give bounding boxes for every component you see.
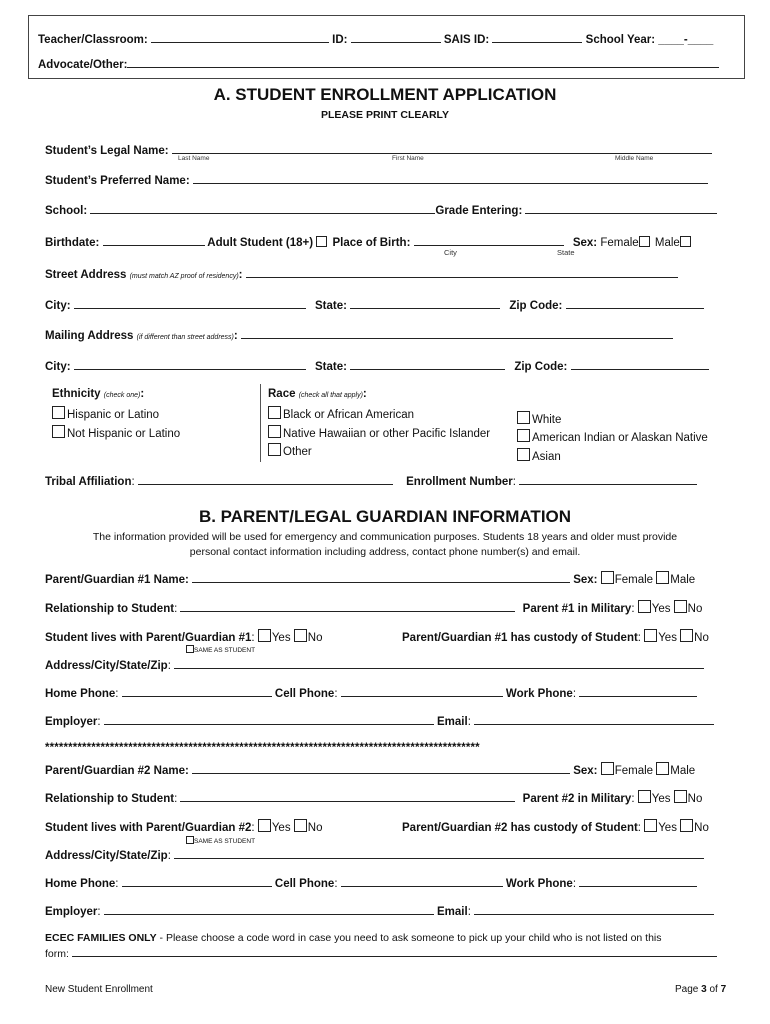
tribal-field[interactable] [138, 473, 393, 485]
p2-lives-yes-checkbox[interactable] [258, 819, 271, 832]
p2-relationship-field[interactable] [180, 790, 515, 802]
preferred-name-field[interactable] [193, 172, 708, 184]
teacher-label: Teacher/Classroom: [38, 34, 148, 46]
race-label: Race [268, 388, 296, 400]
other-checkbox[interactable] [268, 443, 281, 456]
other-label: Other [283, 446, 312, 458]
p1-custody-no-checkbox[interactable] [680, 629, 693, 642]
page-current: 3 [701, 984, 707, 995]
p1-work-phone-field[interactable] [579, 685, 697, 697]
legal-name-row [45, 142, 712, 157]
street-label: Street Address [45, 269, 127, 281]
sais-label: SAIS ID: [443, 34, 490, 46]
p1-lives-yes-label: Yes [271, 632, 291, 644]
city-row-2 [45, 358, 709, 373]
p1-employer-row: Employer: Email: [45, 713, 714, 728]
p2-military-yes-label: Yes [651, 793, 671, 805]
p2-name-field[interactable] [192, 762, 570, 774]
info-line-2: personal contact information including address, contact phone number(s) and email. [189, 546, 581, 558]
white-option[interactable] [517, 411, 561, 426]
section-b-title: B. PARENT/LEGAL GUARDIAN INFORMATION [198, 507, 572, 526]
print-clearly: PLEASE PRINT CLEARLY [321, 109, 449, 121]
p1-home-phone-field[interactable] [122, 685, 272, 697]
american-indian-option[interactable] [517, 429, 708, 444]
p2-relationship-label: Relationship to Student [45, 793, 175, 805]
p2-home-phone-label: Home Phone [45, 878, 116, 890]
p1-name-row [45, 571, 695, 586]
sais-field[interactable] [492, 31, 582, 43]
p2-military-no-checkbox[interactable] [674, 790, 687, 803]
p1-same-as-student [186, 645, 255, 654]
p2-custody-yes-label: Yes [658, 822, 677, 834]
birthdate-label: Birthdate: [45, 237, 100, 249]
info-line-1: The information provided will be used for emergency and communication purposes. Students 18 years and older must provide [92, 531, 678, 543]
p1-employer-label: Employer [45, 716, 98, 728]
p1-sex-label: Sex: [573, 574, 598, 586]
zip-label: Zip Code: [509, 300, 563, 312]
hispanic-option[interactable] [52, 406, 159, 421]
id-field[interactable] [351, 31, 441, 43]
p2-phones-row: Home Phone: Cell Phone: Work Phone: [45, 875, 697, 890]
p1-name-field[interactable] [192, 571, 570, 583]
street-field[interactable] [246, 266, 678, 278]
p1-custody-no-label: No [694, 632, 709, 644]
p2-work-phone-field[interactable] [579, 875, 697, 887]
city-field[interactable] [74, 297, 306, 309]
asian-option[interactable] [517, 448, 561, 463]
city-label-2: City: [45, 361, 71, 373]
state-hint: State [557, 248, 575, 257]
ecec-note [45, 932, 662, 944]
p1-custody-yes-checkbox[interactable] [644, 629, 657, 642]
mailing-label: Mailing Address [45, 330, 134, 342]
p1-relationship-field[interactable] [180, 600, 515, 612]
city-row-1 [45, 297, 704, 312]
p2-female-checkbox[interactable] [601, 762, 614, 775]
teacher-classroom-row [38, 31, 713, 46]
sex-label: Sex: [572, 237, 598, 249]
p1-employer-field[interactable] [104, 713, 434, 725]
first-name-hint: First Name [392, 155, 424, 162]
page-prefix: Page [675, 984, 702, 995]
p2-employer-row: Employer: Email: [45, 903, 714, 918]
advocate-field[interactable] [127, 56, 719, 68]
legal-name-label: Student’s Legal Name: [45, 145, 169, 157]
id-label: ID: [332, 34, 348, 46]
p2-custody-label: Parent/Guardian #2 has custody of Student [402, 822, 638, 834]
p2-same-as-student-label: SAME AS STUDENT [194, 838, 256, 845]
ecec-form-row [45, 947, 717, 960]
p1-relationship-row: Relationship to Student: Parent #1 in Military: Yes No [45, 600, 702, 615]
city-hint: City [444, 248, 457, 257]
state-label: State: [314, 300, 347, 312]
advocate-row [38, 56, 719, 71]
p1-military-no-label: No [687, 603, 703, 615]
p1-military-yes-label: Yes [651, 603, 671, 615]
p2-name-label: Parent/Guardian #2 Name: [45, 765, 189, 777]
school-label: School: [45, 205, 88, 217]
page-of: of [706, 984, 721, 995]
separator-stars: ********************************************************************************************** [45, 742, 480, 754]
ethnicity-race-divider [260, 384, 261, 462]
p2-employer-label: Employer [45, 906, 98, 918]
p1-home-phone-label: Home Phone [45, 688, 116, 700]
preferred-name-row [45, 172, 708, 187]
p1-same-as-student-checkbox[interactable] [186, 645, 194, 653]
p1-military-label: Parent #1 in Military [522, 603, 632, 615]
hawaiian-checkbox[interactable] [268, 425, 281, 438]
grade-field[interactable] [525, 202, 717, 214]
grade-label: Grade Entering: [435, 205, 523, 217]
p1-female-checkbox[interactable] [601, 571, 614, 584]
adult-student-label: Adult Student (18+) [207, 237, 314, 249]
p1-address-field[interactable] [174, 657, 704, 669]
page-total: 7 [720, 984, 727, 995]
ethnicity-note: (check one) [103, 392, 141, 399]
p2-employer-field[interactable] [104, 903, 434, 915]
p1-name-label: Parent/Guardian #1 Name: [45, 574, 189, 586]
school-row [45, 202, 717, 217]
enrollment-number-label: Enrollment Number [406, 476, 513, 488]
state-field[interactable] [350, 297, 500, 309]
p1-email-field[interactable] [474, 713, 714, 725]
p1-custody-yes-label: Yes [658, 632, 677, 644]
place-of-birth-field[interactable] [414, 234, 564, 246]
p2-address-field[interactable] [174, 847, 704, 859]
black-checkbox[interactable] [268, 406, 281, 419]
p1-lives-yes-checkbox[interactable] [258, 629, 271, 642]
p2-name-row [45, 762, 695, 777]
p2-lives-label: Student lives with Parent/Guardian #2 [45, 822, 252, 834]
p1-female-label: Female [614, 574, 654, 586]
p2-military-label: Parent #2 in Military [522, 793, 632, 805]
mailing-note: (if different than street address) [136, 334, 234, 341]
mailing-row: Mailing Address (if different than street address): [45, 327, 673, 342]
black-option[interactable] [268, 406, 414, 421]
p2-cell-phone-field[interactable] [341, 875, 503, 887]
ethnicity-label: Ethnicity [52, 388, 101, 400]
city-label: City: [45, 300, 71, 312]
page-number [675, 984, 726, 995]
white-checkbox[interactable] [517, 411, 530, 424]
p2-email-field[interactable] [474, 903, 714, 915]
other-option[interactable] [268, 443, 312, 458]
white-label: White [532, 414, 562, 426]
p1-military-no-checkbox[interactable] [674, 600, 687, 613]
p1-same-as-student-label: SAME AS STUDENT [194, 647, 256, 654]
p2-email-label: Email [437, 906, 468, 918]
p2-lives-row: Student lives with Parent/Guardian #2: Yes No [45, 819, 322, 834]
preferred-name-label: Student’s Preferred Name: [45, 175, 190, 187]
adult-student-checkbox[interactable] [316, 236, 327, 247]
p1-lives-row: Student lives with Parent/Guardian #1: Yes No [45, 629, 322, 644]
p1-email-label: Email [437, 716, 468, 728]
tribal-label: Tribal Affiliation [45, 476, 132, 488]
american-indian-checkbox[interactable] [517, 429, 530, 442]
p2-work-phone-label: Work Phone [505, 878, 573, 890]
american-indian-label: American Indian or Alaskan Native [532, 432, 708, 444]
zip-field[interactable] [566, 297, 704, 309]
p1-cell-phone-field[interactable] [341, 685, 503, 697]
race-note: (check all that apply) [298, 392, 363, 399]
street-row: Street Address (must match AZ proof of residency): [45, 266, 678, 281]
not-hispanic-option[interactable] [52, 425, 180, 440]
p1-address-label: Address/City/State/Zip [45, 660, 168, 672]
p1-male-checkbox[interactable] [656, 571, 669, 584]
section-a-title: A. STUDENT ENROLLMENT APPLICATION [213, 85, 557, 104]
female-label: Female [600, 237, 639, 249]
ecec-bold: ECEC FAMILIES ONLY [45, 932, 157, 944]
p1-cell-phone-label: Cell Phone [274, 688, 335, 700]
tribal-row: Tribal Affiliation: Enrollment Number: [45, 473, 697, 488]
birthdate-row [45, 234, 693, 249]
p2-lives-no-label: No [307, 822, 323, 834]
p1-work-phone-label: Work Phone [505, 688, 573, 700]
p2-cell-phone-label: Cell Phone [274, 878, 335, 890]
male-label: Male [654, 237, 680, 249]
p2-custody-no-label: No [694, 822, 709, 834]
school-year-label: School Year: ____-____ [585, 34, 714, 46]
p2-lives-no-checkbox[interactable] [294, 819, 307, 832]
p1-address-row: Address/City/State/Zip: [45, 657, 704, 672]
p2-same-as-student-checkbox[interactable] [186, 836, 194, 844]
p2-relationship-row: Relationship to Student: Parent #2 in Military: Yes No [45, 790, 702, 805]
p1-custody-label: Parent/Guardian #1 has custody of Student [402, 632, 638, 644]
footer-left: New Student Enrollment [45, 984, 153, 995]
male-checkbox[interactable] [680, 236, 691, 247]
not-hispanic-label: Not Hispanic or Latino [67, 428, 181, 440]
zip-field-2[interactable] [571, 358, 709, 370]
middle-name-hint: Middle Name [615, 155, 654, 162]
p1-male-label: Male [670, 574, 696, 586]
p1-lives-label: Student lives with Parent/Guardian #1 [45, 632, 252, 644]
p2-female-label: Female [614, 765, 654, 777]
p2-lives-yes-label: Yes [271, 822, 291, 834]
not-hispanic-checkbox[interactable] [52, 425, 65, 438]
p2-custody-row: Parent/Guardian #2 has custody of Student: Yes No [402, 819, 709, 834]
advocate-label: Advocate/Other: [38, 59, 128, 71]
p1-lives-no-checkbox[interactable] [294, 629, 307, 642]
asian-label: Asian [532, 451, 561, 463]
black-label: Black or African American [283, 409, 415, 421]
place-of-birth-label: Place of Birth: [332, 237, 411, 249]
hawaiian-option[interactable] [268, 425, 490, 440]
p1-lives-no-label: No [307, 632, 323, 644]
p2-custody-no-checkbox[interactable] [680, 819, 693, 832]
state-label-2: State: [314, 361, 347, 373]
teacher-field[interactable] [151, 31, 329, 43]
asian-checkbox[interactable] [517, 448, 530, 461]
p2-military-no-label: No [687, 793, 703, 805]
p1-phones-row: Home Phone: Cell Phone: Work Phone: [45, 685, 697, 700]
school-field[interactable] [90, 202, 435, 214]
ethnicity-heading: Ethnicity (check one): [52, 388, 145, 400]
hispanic-checkbox[interactable] [52, 406, 65, 419]
birthdate-field[interactable] [103, 234, 205, 246]
p2-home-phone-field[interactable] [122, 875, 272, 887]
p2-male-checkbox[interactable] [656, 762, 669, 775]
ecec-text: - Please choose a code word in case you need to ask someone to pick up your child who is not listed on this [156, 932, 662, 944]
form-label: form: [45, 948, 69, 960]
zip-label-2: Zip Code: [514, 361, 568, 373]
p1-custody-row: Parent/Guardian #1 has custody of Student: Yes No [402, 629, 709, 644]
street-note: (must match AZ proof of residency) [129, 273, 239, 280]
code-word-field[interactable] [72, 947, 717, 957]
p1-military-yes-checkbox[interactable] [638, 600, 651, 613]
legal-name-field[interactable] [172, 142, 712, 154]
p2-custody-yes-checkbox[interactable] [644, 819, 657, 832]
hawaiian-label: Native Hawaiian or other Pacific Islander [283, 428, 491, 440]
state-field-2[interactable] [350, 358, 505, 370]
city-field-2[interactable] [74, 358, 306, 370]
race-heading: Race (check all that apply): [268, 388, 367, 400]
mailing-field[interactable] [241, 327, 673, 339]
p2-address-row: Address/City/State/Zip: [45, 847, 704, 862]
p2-address-label: Address/City/State/Zip [45, 850, 168, 862]
p2-sex-label: Sex: [573, 765, 598, 777]
enrollment-number-field[interactable] [519, 473, 697, 485]
hispanic-label: Hispanic or Latino [67, 409, 160, 421]
p2-male-label: Male [670, 765, 696, 777]
p2-military-yes-checkbox[interactable] [638, 790, 651, 803]
last-name-hint: Last Name [178, 155, 210, 162]
p2-same-as-student [186, 836, 255, 845]
female-checkbox[interactable] [639, 236, 650, 247]
p1-relationship-label: Relationship to Student [45, 603, 175, 615]
